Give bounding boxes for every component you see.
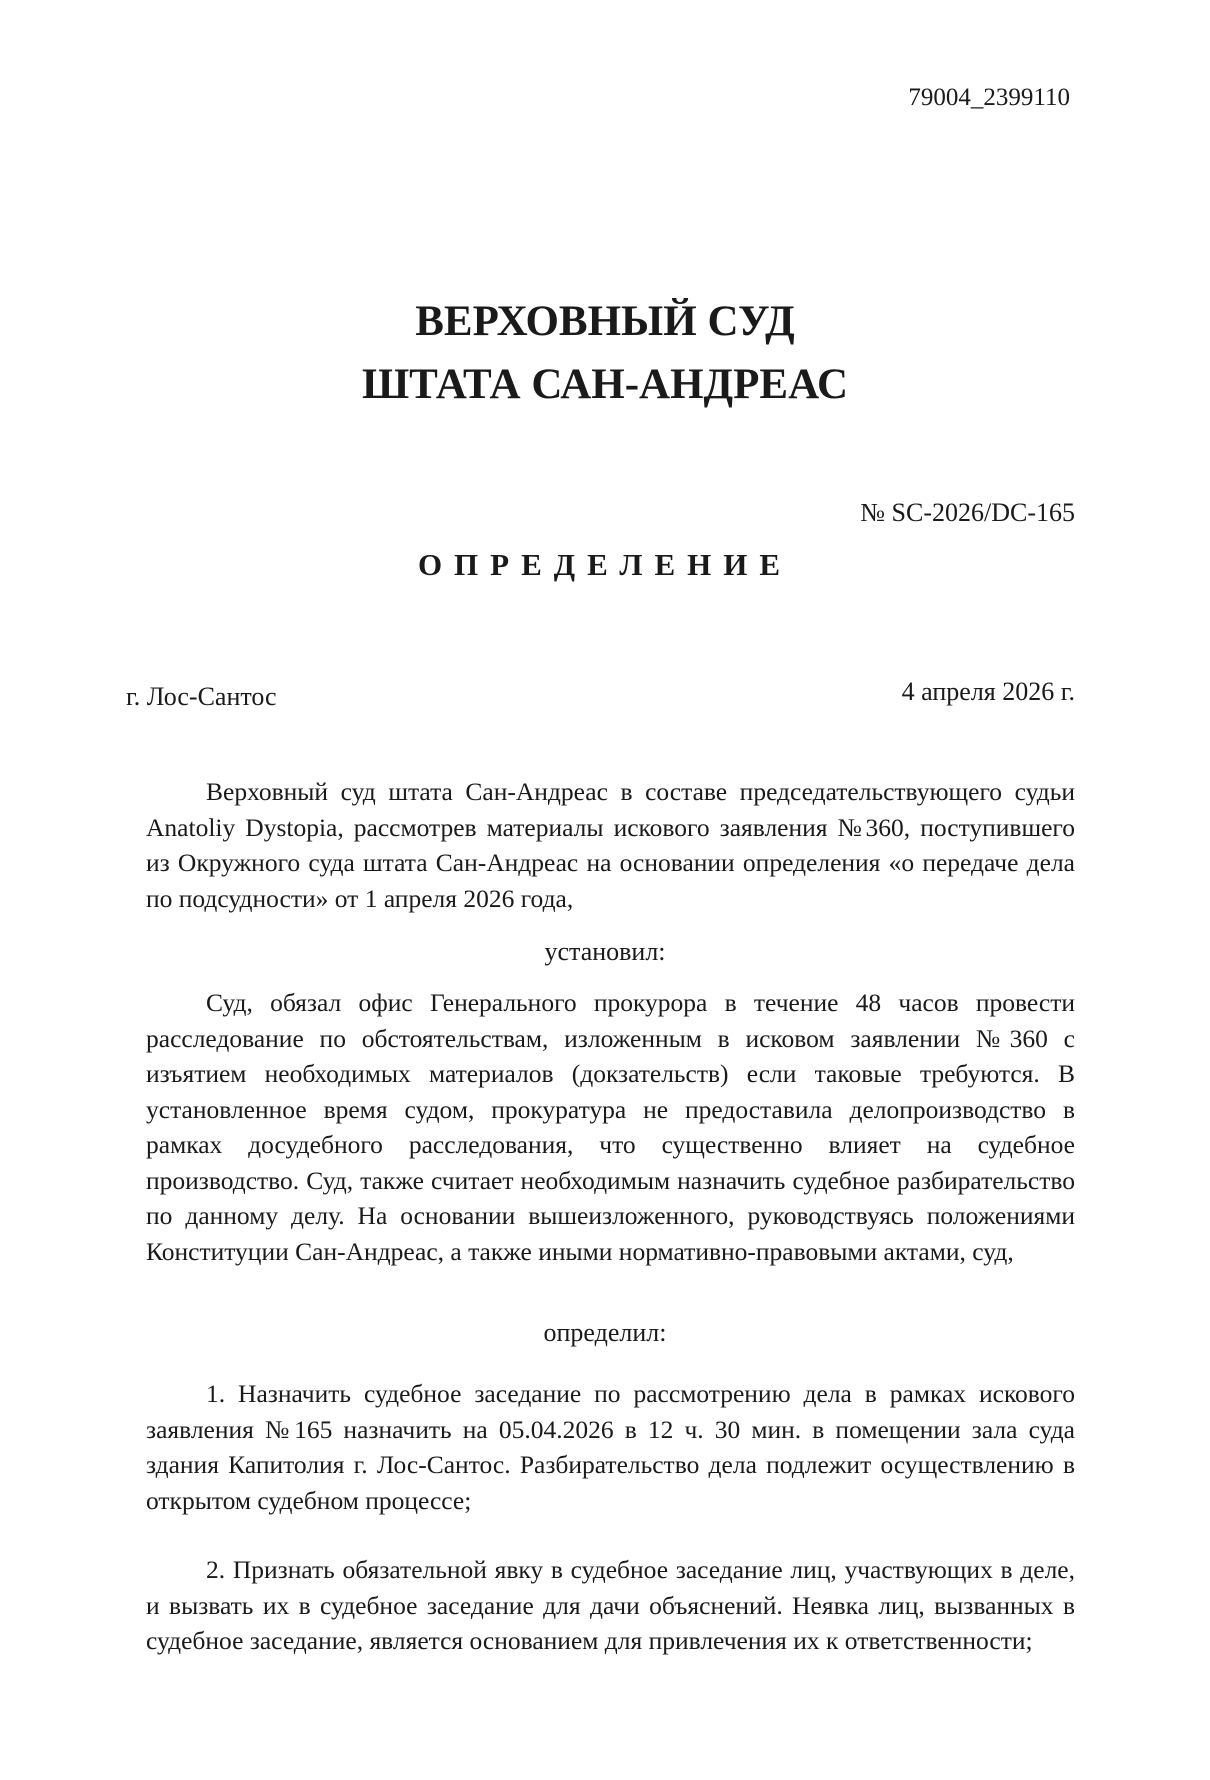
court-title-line1: ВЕРХОВНЫЙ СУД <box>415 298 795 345</box>
case-number: № SC-2026/DC-165 <box>860 498 1075 527</box>
court-title-line2: ШТАТА САН-АНДРЕАС <box>361 361 849 408</box>
facts-paragraph: Суд, обязал офис Генерального прокурора в течение 48 часов провести расследование по обстоятельствам, изложенным в исковом заявлении №360 с изъятием необходимых материалов (докзательств) если таковые требуются. В установленное время судом, прокуратура не предоставила делопроизводство в рамках досудебного расследования, что существенно влияет на судебное производство. Суд, также считает необходимым назначить судебное разбирательство по данному делу. На основании вышеизложенного, руководствуясь положениями Конституции Сан-Андреас, а также иными нормативно-правовыми актами, суд, <box>146 988 1075 1266</box>
intro-paragraph: Верховный суд штата Сан-Андреас в составе председательствующего судьи Anatoliy Dystopia, рассмотрев материалы искового заявления №360, поступившего из Окружного суда штата Сан-Андреас на основании определения «о передаче дела по подсудности» от 1 апреля 2026 года, <box>146 777 1075 913</box>
decision-item-1: 1. Назначить судебное заседание по рассмотрению дела в рамках искового заявления №165 назначить на 05.04.2026 в 12 ч. 30 мин. в помещении зала суда здания Капитолия г. Лос-Сантос. Разбирательство дела подлежит осуществлению в открытом судебном процессе; <box>146 1379 1075 1515</box>
city: г. Лос-Сантос <box>126 682 277 711</box>
decision-item-2: 2. Признать обязательной явку в судебное заседание лиц, участвующих в деле, и вызвать их в судебное заседание для дачи объяснений. Неявка лиц, вызванных в судебное заседание, является основанием для привлечения их к ответственности; <box>146 1555 1075 1655</box>
established-heading: установил: <box>544 937 666 966</box>
document-id: 79004_2399110 <box>908 84 1070 111</box>
decided-heading: определил: <box>543 1318 667 1347</box>
court-title <box>0 290 1210 416</box>
document-date: 4 апреля 2026 г. <box>901 677 1075 706</box>
document-type-heading: ОПРЕДЕЛЕНИЕ <box>417 547 793 582</box>
